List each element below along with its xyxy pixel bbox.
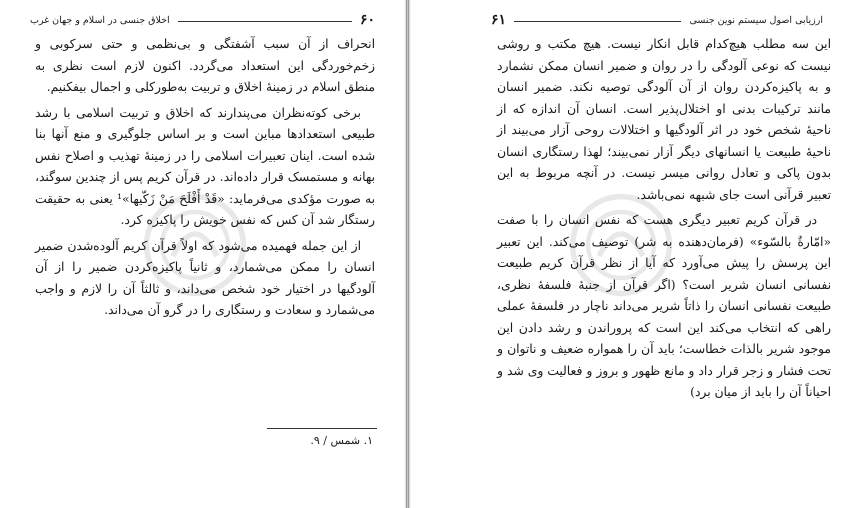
- right-page-number: ۶۱: [491, 12, 507, 28]
- left-page-body: [35, 34, 375, 326]
- header-rule: [178, 21, 352, 22]
- spine-line: [406, 0, 407, 508]
- right-page: [411, 0, 854, 508]
- header-rule: [514, 21, 681, 22]
- paragraph: از این جمله فهمیده می‌شود که اولاً قرآن کریم آلوده‌شدن ضمیر انسان را ممکن می‌شمارد، و ثانیاً پاکیزه‌کردن ضمیر را از آن آلودگیها در اختیار خود شخص می‌داند، و ثالثاً آن را لازم و واجب می‌شمارد و سعادت و رستگاری را در گرو آن می‌داند.: [35, 238, 375, 317]
- left-running-title: اخلاق جنسی در اسلام و جهان غرب: [30, 14, 170, 26]
- left-page: [0, 0, 404, 508]
- spine-line: [408, 0, 409, 508]
- footnote-rule: [267, 428, 377, 429]
- paragraph: در قرآن کریم تعبیر دیگری هست که نفس انسان را با صفت «امّارةٌ بالسّوء» (فرمان‌دهنده به شر) توصیف می‌کند. این تعبیر این پرسش را پیش می‌آورد که آیا از نظر قرآن کریم طبیعت نفسانی انسان شریر است؟ (اگر قرآن از جنبهٔ فلسفهٔ نظری، طبیعت نفسانی انسان را ذاتاً شریر می‌داند ناچار در فلسفهٔ عملی راهی که انتخاب می‌کند این است که پروراندن و رشد دادن این موجود شریر بالذات خطاست؛ باید آن را همواره ضعیف و ناتوان و تحت فشار و زجر قرار داد و مانع ظهور و بروز و فعالیت وی شد و احیاناً آن را باید از میان برد): [497, 213, 831, 399]
- book-spine: [404, 0, 411, 508]
- paragraph: این سه مطلب هیچ‌کدام قابل انکار نیست. هیچ مکتب و روشی نیست که نوعی آلودگی را در روان و ضمیر انسان ممکن نشمارد و به پاکیزه‌کردن روان از آن آلودگی توصیه نکند. ضمیر انسان مانند ترکیبات بدنی او اختلال‌پذیر است. انسان آن اندازه که از ناحیهٔ شخص خود در اثر آلودگیها و اختلالات روحی آزار می‌بیند از ناحیهٔ طبیعت یا انسانهای دیگر آزار نمی‌بیند؛ لهذا رستگاری انسان بدون پاکی و تعادل روانی میسر نیست. در آنچه مربوط به این تعبیر قرآنی است جای شبهه نمی‌باشد.: [497, 37, 831, 202]
- footnote: ۱. شمس / ۹.: [310, 434, 373, 447]
- right-running-title: ارزیابی اصول سیستم نوین جنسی: [689, 14, 823, 26]
- left-page-number: ۶۰: [359, 12, 375, 28]
- paragraph: برخی کوته‌نظران می‌پندارند که اخلاق و تربیت اسلامی با رشد طبیعی استعدادها مباین است و بر اساس جلوگیری و منع آنها بنا شده است. اینان تعبیرات اسلامی را در زمینهٔ تهذیب و اصلاح نفس بهانه و مستمسک قرار داده‌اند. در قرآن کریم پس از چندین سوگند، به صورت مؤکدی می‌فرماید: «قَدْ أَفْلَحَ مَنْ زَكّيها»¹ یعنی به حقیقت رستگار شد آن کس که نفس خویش را پاکیزه کرد.: [35, 105, 375, 227]
- right-page-body: [497, 34, 831, 408]
- right-page-header: [491, 11, 823, 29]
- left-page-header: [30, 11, 375, 29]
- paragraph: انحراف از آن سبب آشفتگی و بی‌نظمی و حتی سرکوبی و زخم‌خوردگی این استعداد می‌گردد. اکنون لازم است نظری به منطق اسلام در زمینهٔ اخلاق و تربیت به‌طورکلی و اجمال بیفکنیم.: [35, 37, 375, 94]
